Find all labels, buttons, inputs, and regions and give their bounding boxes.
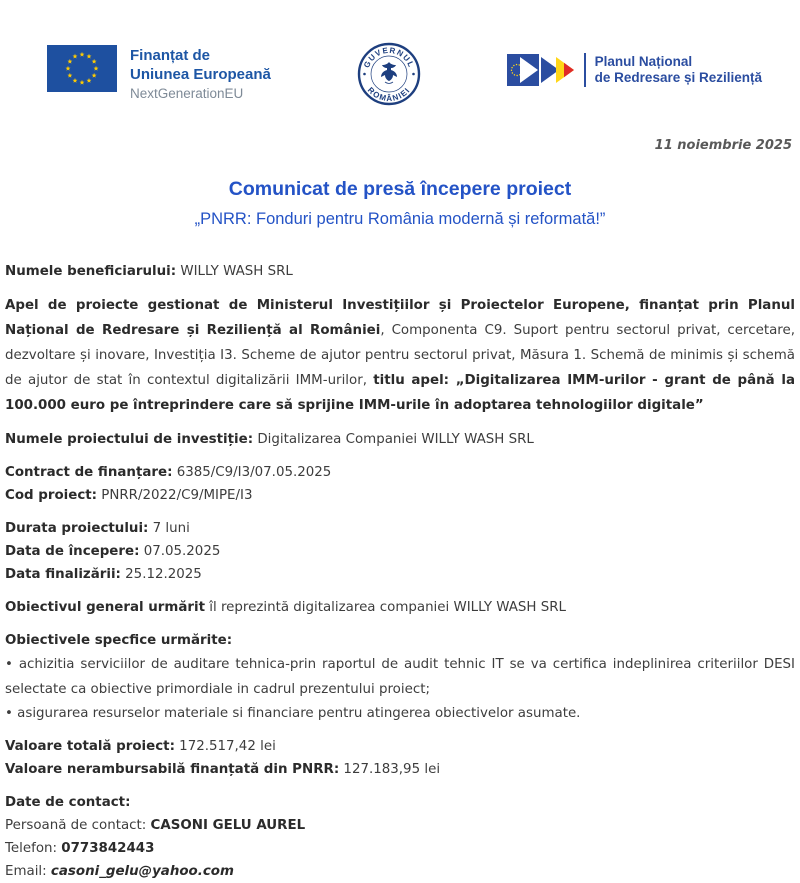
contact-heading-text: Date de contact: <box>5 795 131 810</box>
page-title: Comunicat de presă începere proiect <box>228 178 572 200</box>
eu-funded-text <box>130 45 271 104</box>
project-name-value: Digitalizarea Companiei WILLY WASH SRL <box>253 432 534 447</box>
total-value-line <box>5 735 795 758</box>
total-value-amount: 172.517,42 lei <box>174 739 276 754</box>
objective-bullet-1: • achizitia serviciilor de auditare tehnica-prin raportul de audit tehnic IT se va certifica indeplinirea criteriilor DESI selectate ca obiective primordiale in cadrul prezentului proiect; <box>5 657 795 697</box>
start-date-line <box>5 540 795 563</box>
contact-person-line <box>5 814 795 837</box>
call-regular-middle: , Componenta C9. Suport pentru sectorul privat, cercetare, dezvoltare și inovare, Investiția I3. Scheme de ajutor pentru sectorul privat, Măsura 1. Schemă de minimis și schemă de ajutor de stat în contextul digitalizării IMM-urilor, <box>5 323 796 388</box>
duration-line <box>5 517 795 540</box>
project-code-label: Cod proiect: <box>5 488 98 503</box>
project-code-value: PNRR/2022/C9/MIPE/I3 <box>97 488 253 503</box>
specific-objectives-heading-text: Obiectivele specfice urmărite: <box>5 633 233 648</box>
project-name-line <box>5 428 795 451</box>
general-objective-label: Obiectivul general urmărit <box>5 600 205 615</box>
logo-header <box>0 0 800 106</box>
project-code-line <box>5 484 795 507</box>
contact-phone-value: 0773842443 <box>61 841 155 856</box>
call-bold-intro: Apel de proiecte gestionat de Ministerul Investițiilor și Proiectelor Europene, finanțat prin Planul Național de Redresare și Reziliență al României <box>5 298 795 338</box>
start-date-label: Data de începere: <box>5 544 140 559</box>
grant-value-line <box>5 758 795 781</box>
contract-line <box>5 461 795 484</box>
call-bold-title: titlu apel: „Digitalizarea IMM-urilor - grant de până la 100.000 euro pe întreprindere care să sprijine IMM-urile în adoptarea tehnologiilor digitale” <box>5 373 795 413</box>
start-date-value: 07.05.2025 <box>139 544 221 559</box>
contact-phone-label: Telefon: <box>5 841 62 856</box>
contact-heading <box>5 791 795 814</box>
page-subtitle: „PNRR: Fonduri pentru România modernă și reformată!” <box>194 210 606 228</box>
project-name-label: Numele proiectului de investiție: <box>5 432 254 447</box>
contact-email-label: Email: <box>5 864 51 879</box>
contact-email-line <box>5 860 795 883</box>
duration-label: Durata proiectului: <box>5 521 149 536</box>
beneficiary-line <box>5 260 795 283</box>
end-date-line <box>5 563 795 586</box>
eu-program-name: NextGenerationEU <box>130 86 244 101</box>
total-value-label: Valoare totală proiect: <box>5 739 175 754</box>
document-date: 11 noiembrie 2025 <box>654 138 792 153</box>
pnrr-logo-line1: Planul Național <box>594 53 693 69</box>
duration-value: 7 luni <box>148 521 190 536</box>
contact-person-value: CASONI GELU AUREL <box>150 818 306 833</box>
end-date-value: 25.12.2025 <box>120 567 202 582</box>
grant-value-amount: 127.183,95 lei <box>339 762 441 777</box>
pnrr-logo <box>507 53 762 87</box>
schedule-group <box>5 517 795 586</box>
eu-funded-line2: Uniunea Europeană <box>130 66 271 83</box>
grant-value-label: Valoare nerambursabilă finanțată din PNRR: <box>5 762 340 777</box>
contact-phone-line <box>5 837 795 860</box>
contact-email-value: casoni_gelu@yahoo.com <box>50 864 234 879</box>
contract-label: Contract de finanțare: <box>5 465 173 480</box>
pnrr-logo-text <box>595 54 762 87</box>
values-group <box>5 735 795 781</box>
government-of-romania-logo <box>357 42 421 106</box>
pnrr-logo-divider <box>584 53 586 87</box>
gov-logo-text-bottom: ROMÂNIEI <box>365 85 413 104</box>
beneficiary-label: Numele beneficiarului: <box>5 264 177 279</box>
specific-objectives-group <box>5 629 795 725</box>
pnrr-arrows-icon <box>507 53 575 87</box>
call-paragraph <box>5 293 795 418</box>
contract-value: 6385/C9/I3/07.05.2025 <box>172 465 332 480</box>
eu-funded-logo <box>47 45 271 104</box>
document-body <box>0 260 800 883</box>
eu-funded-line1: Finanțat de <box>130 47 211 64</box>
general-objective-value: îl reprezintă digitalizarea companiei WILLY WASH SRL <box>204 600 567 615</box>
contact-person-label: Persoană de contact: <box>5 818 151 833</box>
contract-group <box>5 461 795 507</box>
beneficiary-value: WILLY WASH SRL <box>176 264 293 279</box>
specific-objectives-heading <box>5 629 795 652</box>
pnrr-logo-line2: de Redresare și Reziliență <box>594 70 762 85</box>
end-date-label: Data finalizării: <box>5 567 121 582</box>
eu-flag-icon <box>47 45 117 92</box>
general-objective-line <box>5 596 795 619</box>
gov-logo-text-top: GUVERNUL <box>362 45 416 70</box>
contact-group <box>5 791 795 883</box>
objective-bullet-2: • asigurarea resurselor materiale si financiare pentru atingerea obiectivelor asumate. <box>5 706 581 721</box>
